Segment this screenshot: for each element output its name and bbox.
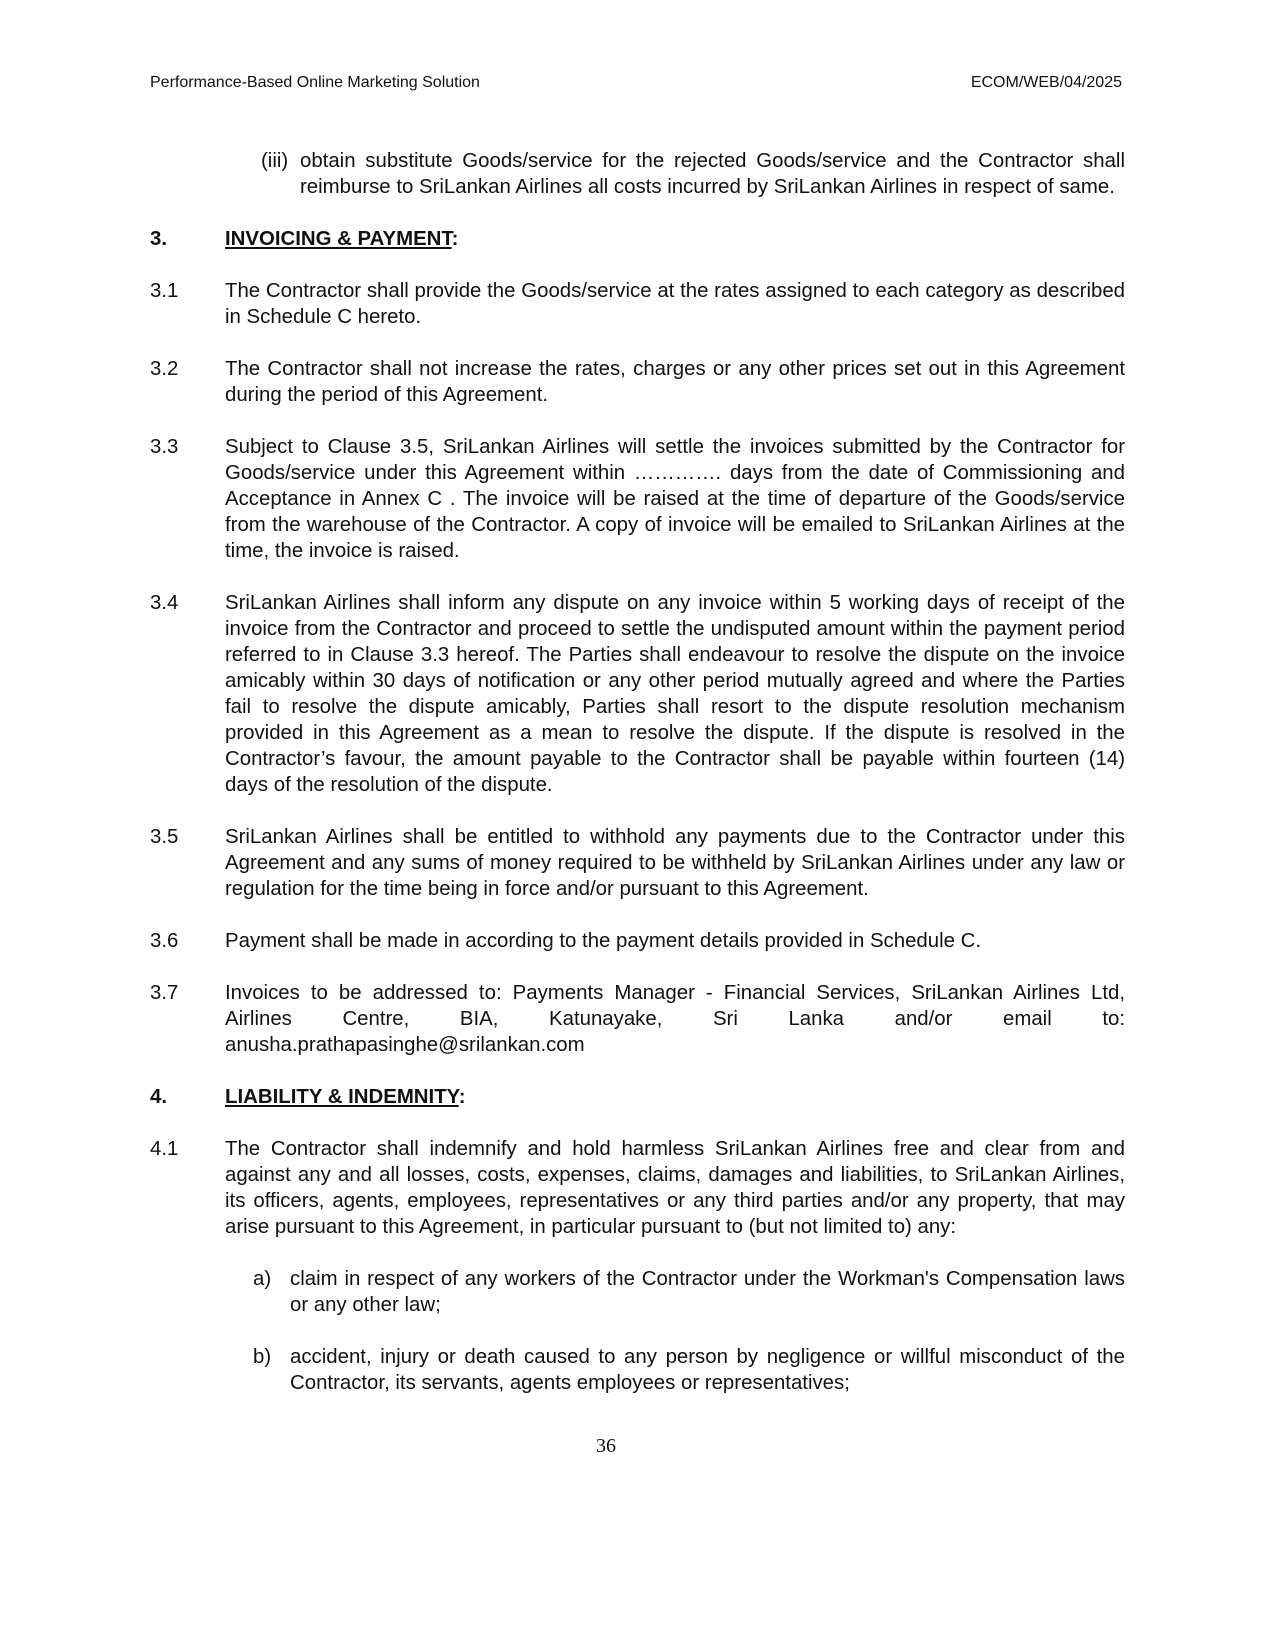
clause-number: 3.5 <box>150 826 179 848</box>
clause-text: Payment shall be made in according to the payment details provided in Schedule C. <box>225 930 982 952</box>
clause-number: 3.7 <box>150 982 179 1004</box>
clause-number: 4.1 <box>150 1138 179 1160</box>
clause-number: 3.4 <box>150 592 179 614</box>
section-title-suffix: : <box>451 228 459 250</box>
list-item-b <box>150 1344 1125 1396</box>
section-title: INVOICING & PAYMENT <box>225 228 452 250</box>
clause-3-5 <box>150 824 1125 902</box>
list-item-text: accident, injury or death caused to any person by negligence or willful misconduct of the Contractor, its servants, agents employees or representatives; <box>290 1346 1125 1394</box>
clause-4-1 <box>150 1136 1125 1240</box>
list-item-a <box>150 1266 1125 1318</box>
list-item-marker: a) <box>253 1268 272 1290</box>
section-title-suffix: : <box>458 1086 466 1108</box>
section-title: LIABILITY & INDEMNITY <box>225 1086 459 1108</box>
clause-text: The Contractor shall not increase the rates, charges or any other prices set out in this Agreement during the period of this Agreement. <box>225 358 1125 406</box>
document-title: Performance-Based Online Marketing Solution <box>150 74 480 91</box>
section-heading-liability <box>150 1084 1125 1110</box>
page-header <box>150 72 1122 94</box>
section-number: 4. <box>150 1086 168 1108</box>
document-reference: ECOM/WEB/04/2025 <box>970 74 1122 91</box>
clause-number: 3.2 <box>150 358 179 380</box>
clause-text: SriLankan Airlines shall be entitled to withhold any payments due to the Contractor under this Agreement and any sums of money required to be withheld by SriLankan Airlines under any law or regulation for the time being in force and/or pursuant to this Agreement. <box>225 826 1125 900</box>
sub-clause-iii <box>150 148 1125 200</box>
clause-text: The Contractor shall indemnify and hold harmless SriLankan Airlines free and clear from and against any and all losses, costs, expenses, claims, damages and liabilities, to SriLankan Airlines, its officers, agents, employees, representatives or any third parties and/or any property, that may arise pursuant to this Agreement, in particular pursuant to (but not limited to) any: <box>225 1138 1125 1238</box>
clause-text: The Contractor shall provide the Goods/service at the rates assigned to each category as described in Schedule C hereto. <box>225 280 1125 328</box>
clause-number: 3.6 <box>150 930 179 952</box>
clause-3-7 <box>150 980 1125 1058</box>
clause-3-4 <box>150 590 1125 798</box>
sub-clause-text: obtain substitute Goods/service for the rejected Goods/service and the Contractor shall reimburse to SriLankan Airlines all costs incurred by SriLankan Airlines in respect of same. <box>300 150 1125 198</box>
clause-text: Subject to Clause 3.5, SriLankan Airlines will settle the invoices submitted by the Contractor for Goods/service under this Agreement within …………. days from the date of Commissioning and Acceptance in Annex C . The invoice will be raised at the time of departure of the Goods/service from the warehouse of the Contractor. A copy of invoice will be emailed to SriLankan Airlines at the time, the invoice is raised. <box>225 436 1125 562</box>
section-heading-invoicing <box>150 226 1125 252</box>
clause-3-6 <box>150 928 1125 954</box>
sub-clause-number: (iii) <box>261 150 289 172</box>
list-item-marker: b) <box>253 1346 272 1368</box>
clause-number: 3.1 <box>150 280 179 302</box>
clause-number: 3.3 <box>150 436 179 458</box>
clause-3-1 <box>150 278 1125 330</box>
clause-3-3 <box>150 434 1125 564</box>
clause-text: SriLankan Airlines shall inform any dispute on any invoice within 5 working days of receipt of the invoice from the Contractor and proceed to settle the undisputed amount within the payment period referred to in Clause 3.3 hereof. The Parties shall endeavour to resolve the dispute on the invoice amicably within 30 days of notification or any other period mutually agreed and where the Parties fail to resolve the dispute amicably, Parties shall resort to the dispute resolution mechanism provided in this Agreement as a mean to resolve the dispute. If the dispute is resolved in the Contractor’s favour, the amount payable to the Contractor shall be payable within fourteen (14) days of the resolution of the dispute. <box>225 592 1125 796</box>
clause-text: Invoices to be addressed to: Payments Manager - Financial Services, SriLankan Airlines Ltd, Airlines Centre, BIA, Katunayake, Sri Lanka and/or email to: anusha.prathapasinghe@srilankan.com <box>225 982 1125 1056</box>
section-number: 3. <box>150 228 168 250</box>
clause-3-2 <box>150 356 1125 408</box>
document-body <box>150 148 1125 1422</box>
list-item-text: claim in respect of any workers of the Contractor under the Workman's Compensation laws or any other law; <box>290 1268 1125 1316</box>
page-number: 36 <box>596 1435 616 1457</box>
